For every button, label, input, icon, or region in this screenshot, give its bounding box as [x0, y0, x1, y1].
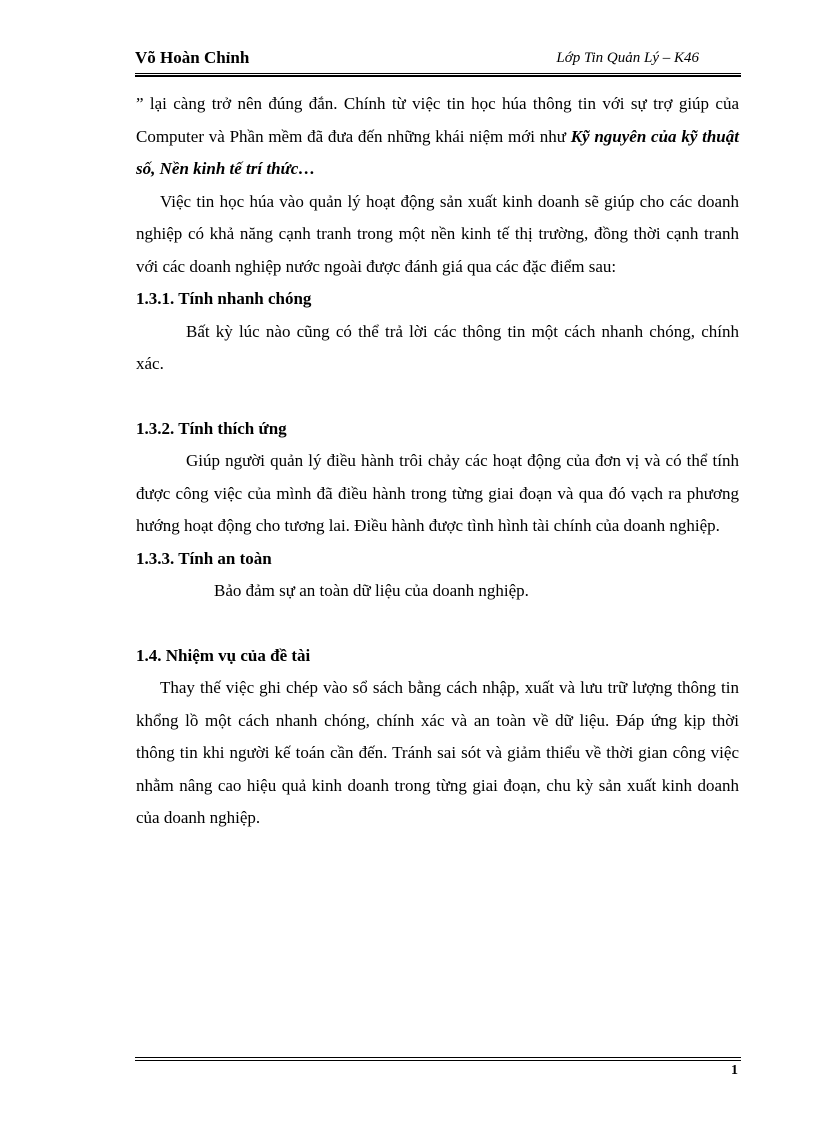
paragraph-intro-emphasis: Kỹ nguyên của kỹ thuật số, Nền kinh tế trí thức… [136, 126, 739, 178]
paragraph-intro-text: ” lại càng trở nên đúng đắn. Chính từ việc tin học húa thông tin với sự trợ giúp của Computer và Phần mềm đã đưa đến những khái niệm mới như [136, 94, 739, 146]
heading-1-3-2: 1.3.2. Tính thích ứng [136, 418, 287, 438]
heading-1-4: 1.4. Nhiệm vụ của đề tài [136, 645, 311, 665]
paragraph-1-4: Thay thế việc ghi chép vào sổ sách bằng cách nhập, xuất và lưu trữ lượng thông tin khổng lồ một cách nhanh chóng, chính xác và an toàn về dữ liệu. Đáp ứng kịp thời thông tin khi người kế toán cần đến. Tránh sai sót và giảm thiểu về thời gian công việc nhằm nâng cao hiệu quả kinh doanh trong từng giai đoạn, chu kỳ sản xuất kinh doanh của doanh nghiệp. [136, 678, 739, 827]
page-number: 1 [731, 1063, 738, 1078]
document-body [136, 88, 739, 835]
paragraph-informatization: Việc tin học húa vào quản lý hoạt động sản xuất kinh doanh sẽ giúp cho các doanh nghiệp có khả năng cạnh tranh trong một nền kinh tế thị trường, đồng thời cạnh tranh với các doanh nghiệp nước ngoài được đánh giá qua các đặc điểm sau: [136, 191, 739, 276]
paragraph-1-3-3: Bảo đảm sự an toàn dữ liệu của doanh nghiệp. [214, 581, 529, 600]
paragraph-intro [136, 88, 739, 186]
header-rule [135, 73, 741, 77]
footer-rule [135, 1057, 741, 1061]
heading-1-3-1: 1.3.1. Tính nhanh chóng [136, 289, 312, 308]
heading-1-3-3: 1.3.3. Tính an toàn [136, 548, 272, 568]
paragraph-1-3-2: Giúp người quản lý điều hành trôi chảy các hoạt động của đơn vị và có thể tính được công việc của mình đã điều hành trong từng giai đoạn và qua đó vạch ra phương hướng hoạt động cho tương lai. Điều hành được tình hình tài chính của doanh nghiệp. [136, 451, 739, 535]
header-author: Võ Hoàn Chỉnh [135, 48, 250, 67]
page-header [135, 48, 741, 72]
header-class: Lớp Tin Quản Lý – K46 [556, 50, 699, 66]
paragraph-1-3-1: Bất kỳ lúc nào cũng có thể trả lời các thông tin một cách nhanh chóng, chính xác. [136, 321, 739, 373]
